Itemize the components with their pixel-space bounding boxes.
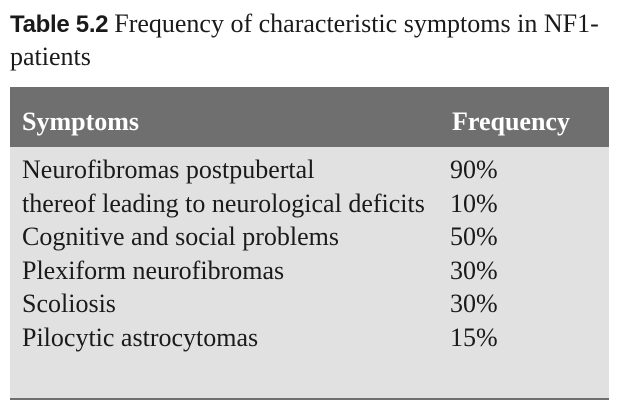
table-body [10,153,609,354]
table-row [10,287,609,321]
table-row [10,187,609,221]
symptom-cell: Plexiform neurofibromas [22,255,285,285]
table-row [10,220,609,254]
symptom-cell: Cognitive and social problems [22,222,340,251]
table-row [10,254,609,288]
table-header [10,87,609,147]
table-row [10,321,609,355]
frequency-cell: 30% [450,289,498,318]
symptoms-table [10,87,609,400]
symptom-cell: Pilocytic astrocytomas [22,322,259,352]
symptom-cell: Scoliosis [22,289,116,318]
symptom-cell: thereof leading to neurological deficits [22,188,425,218]
frequency-cell: 50% [450,222,498,251]
column-header-frequency: Frequency [452,107,570,136]
frequency-cell: 15% [450,322,498,352]
table-row [10,153,609,187]
table-number: Table 5.2 [10,11,109,38]
symptom-cell: Neurofibromas postpubertal [22,155,315,184]
frequency-cell: 30% [450,255,498,285]
frequency-cell: 10% [450,188,498,218]
table-caption [10,8,620,73]
table-title: Frequency of characteristic symptoms in NF1-patients [10,9,599,71]
column-header-symptoms: Symptoms [22,107,140,136]
frequency-cell: 90% [450,155,498,184]
